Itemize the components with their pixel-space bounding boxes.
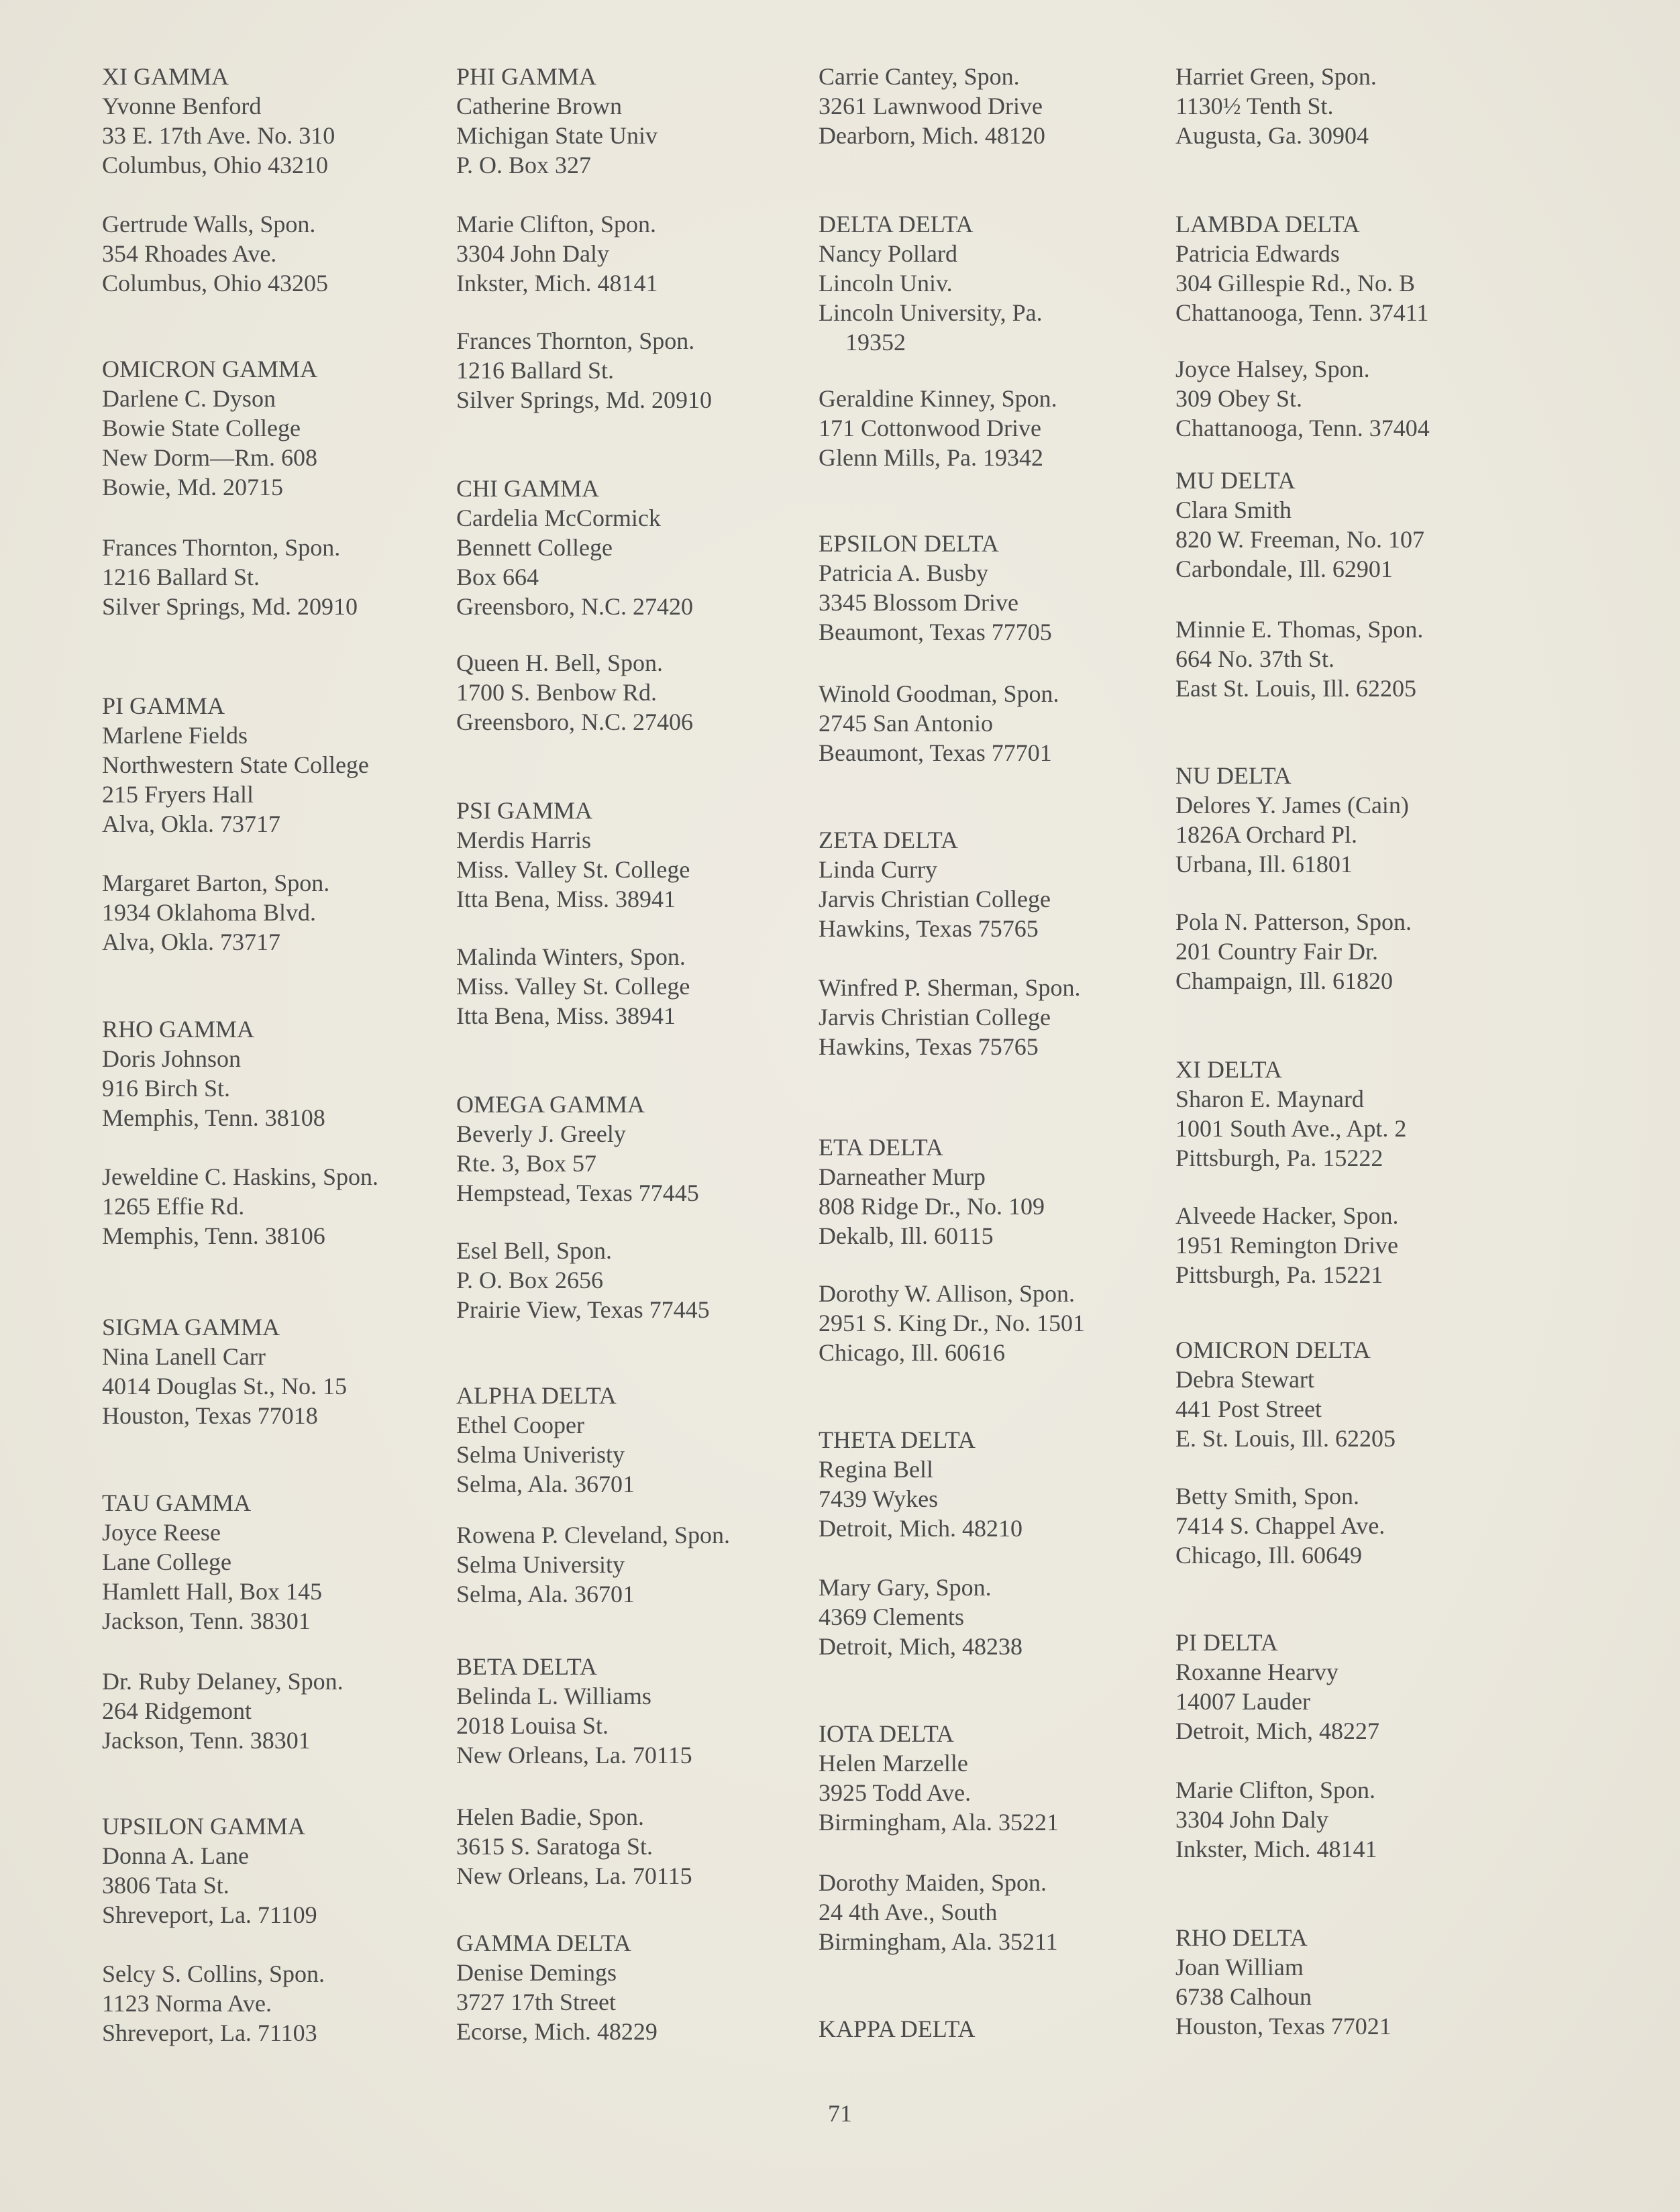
entry-line: 3727 17th Street [456, 1989, 616, 2015]
entry-line: 264 Ridgemont [102, 1697, 252, 1724]
directory-entry [819, 1425, 1022, 1543]
entry-line: Houston, Texas 77018 [102, 1402, 318, 1429]
entry-line: Miss. Valley St. College [456, 856, 690, 883]
directory-entry [1175, 1628, 1379, 1746]
entry-line: 1934 Oklahoma Blvd. [102, 899, 316, 926]
directory-entry [819, 1133, 1045, 1251]
entry-line: New Orleans, La. 70115 [456, 1742, 692, 1769]
entry-heading: PSI GAMMA [456, 797, 593, 824]
entry-line: 2951 S. King Dr., No. 1501 [819, 1310, 1086, 1336]
directory-entry [456, 1928, 658, 2046]
entry-line: Roxanne Hearvy [1175, 1658, 1338, 1685]
column-2 [456, 0, 819, 2080]
entry-line: Alva, Okla. 73717 [102, 810, 280, 837]
entry-heading: RHO GAMMA [102, 1016, 255, 1043]
directory-entry [1175, 1335, 1396, 1453]
entry-heading: MU DELTA [1175, 467, 1296, 494]
entry-line: P. O. Box 2656 [456, 1267, 604, 1294]
entry-heading: DELTA DELTA [819, 211, 974, 238]
entry-heading: OMEGA GAMMA [456, 1091, 645, 1118]
entry-line: Sharon E. Maynard [1175, 1086, 1364, 1112]
directory-entry [102, 209, 328, 298]
entry-line: 201 Country Fair Dr. [1175, 938, 1378, 965]
entry-heading: Selcy S. Collins, Spon. [102, 1960, 325, 1987]
entry-line: Ecorse, Mich. 48229 [456, 2018, 658, 2045]
entry-heading: PI DELTA [1175, 1629, 1278, 1656]
entry-line: 215 Fryers Hall [102, 781, 254, 808]
entry-line: Darlene C. Dyson [102, 385, 276, 412]
entry-line: 1265 Effie Rd. [102, 1193, 245, 1220]
entry-line: Inkster, Mich. 48141 [456, 270, 658, 297]
entry-line: 820 W. Freeman, No. 107 [1175, 526, 1424, 553]
directory-entry [456, 1090, 699, 1208]
directory-entry [1175, 62, 1377, 150]
entry-line: Jarvis Christian College [819, 886, 1051, 912]
entry-line: 14007 Lauder [1175, 1688, 1310, 1715]
entry-heading: KAPPA DELTA [819, 2015, 976, 2042]
entry-line: Lane College [102, 1548, 231, 1575]
entry-line: 1951 Remington Drive [1175, 1232, 1398, 1259]
entry-line: Box 664 [456, 564, 539, 590]
entry-line: 3345 Blossom Drive [819, 589, 1019, 616]
entry-line: Beaumont, Texas 77705 [819, 619, 1052, 645]
entry-line: 3925 Todd Ave. [819, 1779, 972, 1806]
entry-line: Delores Y. James (Cain) [1175, 792, 1409, 819]
directory-entry [102, 1312, 347, 1430]
entry-line: Joan William [1175, 1954, 1304, 1981]
entry-line: Birmingham, Ala. 35221 [819, 1809, 1059, 1836]
entry-line: Itta Bena, Miss. 38941 [456, 1002, 676, 1029]
entry-line: Jarvis Christian College [819, 1004, 1051, 1031]
entry-line: Augusta, Ga. 30904 [1175, 122, 1369, 149]
entry-line: Joyce Reese [102, 1519, 221, 1546]
directory-entry [819, 2014, 976, 2044]
entry-heading: Margaret Barton, Spon. [102, 870, 330, 896]
entry-line: Glenn Mills, Pa. 19342 [819, 444, 1044, 471]
entry-line: Dekalb, Ill. 60115 [819, 1222, 994, 1249]
entry-heading: ETA DELTA [819, 1134, 943, 1161]
entry-line: 304 Gillespie Rd., No. B [1175, 270, 1415, 297]
entry-line: 664 No. 37th St. [1175, 645, 1335, 672]
entry-line: New Orleans, La. 70115 [456, 1862, 692, 1889]
directory-entry [819, 384, 1057, 472]
entry-heading: BETA DELTA [456, 1653, 597, 1680]
entry-line: 1001 South Ave., Apt. 2 [1175, 1115, 1407, 1142]
entry-line: Champaign, Ill. 61820 [1175, 967, 1393, 994]
entry-heading: Gertrude Walls, Spon. [102, 211, 316, 238]
entry-heading: XI GAMMA [102, 63, 229, 90]
entry-line: Pittsburgh, Pa. 15221 [1175, 1261, 1383, 1288]
directory-entry [456, 1520, 730, 1609]
entry-line: Selma University [456, 1551, 625, 1578]
entry-line: Michigan State Univ [456, 122, 658, 149]
entry-heading: Mary Gary, Spon. [819, 1574, 992, 1601]
directory-entry [819, 1868, 1058, 1956]
entry-heading: Pola N. Patterson, Spon. [1175, 908, 1412, 935]
entry-line: 6738 Calhoun [1175, 1983, 1312, 2010]
column-3 [819, 0, 1181, 2080]
entry-heading: Malinda Winters, Spon. [456, 943, 686, 970]
entry-heading: ALPHA DELTA [456, 1382, 617, 1409]
entry-line: Bowie State College [102, 415, 301, 441]
entry-heading: Esel Bell, Spon. [456, 1237, 612, 1264]
entry-line: Bowie, Md. 20715 [102, 474, 283, 501]
entry-line: Donna A. Lane [102, 1842, 249, 1869]
entry-line: Columbus, Ohio 43210 [102, 152, 329, 178]
column-4 [1175, 0, 1538, 2080]
entry-heading: IOTA DELTA [819, 1720, 954, 1747]
directory-entry [456, 1381, 635, 1499]
directory-entry [456, 1802, 692, 1891]
entry-heading: Alveede Hacker, Spon. [1175, 1202, 1399, 1229]
entry-line: Dearborn, Mich. 48120 [819, 122, 1045, 149]
entry-line: Detroit, Mich, 48238 [819, 1633, 1022, 1660]
entry-line: 916 Birch St. [102, 1075, 231, 1102]
entry-heading: Dorothy Maiden, Spon. [819, 1869, 1047, 1896]
entry-heading: OMICRON DELTA [1175, 1336, 1371, 1363]
entry-line: Doris Johnson [102, 1045, 242, 1072]
entry-line: Denise Demings [456, 1959, 617, 1986]
entry-line: Yvonne Benford [102, 93, 262, 119]
entry-heading: Minnie E. Thomas, Spon. [1175, 616, 1424, 643]
entry-line: Columbus, Ohio 43205 [102, 270, 329, 297]
entry-line: 3304 John Daly [456, 240, 609, 267]
directory-entry [102, 1667, 344, 1755]
entry-line: Itta Bena, Miss. 38941 [456, 886, 676, 912]
entry-line: Birmingham, Ala. 35211 [819, 1928, 1058, 1955]
directory-entry [1175, 209, 1428, 327]
directory-entry [456, 648, 693, 737]
entry-line: Prairie View, Texas 77445 [456, 1296, 710, 1323]
entry-line: Regina Bell [819, 1456, 933, 1483]
directory-entry [819, 679, 1059, 768]
entry-line: Chicago, Ill. 60649 [1175, 1542, 1362, 1569]
entry-line: New Dorm—Rm. 608 [102, 444, 317, 471]
entry-line: Lincoln University, Pa. [819, 299, 1043, 326]
entry-heading: Dorothy W. Allison, Spon. [819, 1280, 1075, 1307]
directory-entry [819, 62, 1045, 150]
entry-line: Merdis Harris [456, 827, 591, 853]
directory-entry [819, 209, 1043, 357]
entry-line: Inkster, Mich. 48141 [1175, 1836, 1377, 1862]
entry-line: Miss. Valley St. College [456, 973, 690, 1000]
entry-heading: Helen Badie, Spon. [456, 1803, 644, 1830]
directory-entry [1175, 761, 1409, 879]
directory-entry [819, 1573, 1022, 1661]
entry-line: Selma, Ala. 36701 [456, 1581, 635, 1608]
entry-line: 1216 Ballard St. [102, 564, 260, 590]
directory-entry [456, 326, 712, 415]
directory-entry [102, 1811, 317, 1930]
entry-line: Silver Springs, Md. 20910 [456, 386, 713, 413]
entry-line: Northwestern State College [102, 751, 369, 778]
entry-line: Patricia A. Busby [819, 560, 988, 586]
entry-line: Darneather Murp [819, 1163, 986, 1190]
entry-line: 309 Obey St. [1175, 385, 1302, 412]
entry-heading: Marie Clifton, Spon. [1175, 1777, 1375, 1803]
entry-line: Catherine Brown [456, 93, 622, 119]
entry-heading: XI DELTA [1175, 1056, 1282, 1083]
entry-heading: RHO DELTA [1175, 1924, 1308, 1951]
entry-heading: PI GAMMA [102, 692, 225, 719]
entry-line: P. O. Box 327 [456, 152, 592, 178]
entry-line: 1130½ Tenth St. [1175, 93, 1334, 119]
entry-heading: OMICRON GAMMA [102, 356, 318, 382]
directory-entry [1175, 466, 1424, 584]
directory-entry [1175, 1923, 1392, 2041]
entry-line: 2018 Louisa St. [456, 1712, 609, 1739]
entry-line: Bennett College [456, 534, 613, 561]
entry-line: Urbana, Ill. 61801 [1175, 851, 1353, 878]
entry-heading: UPSILON GAMMA [102, 1813, 306, 1840]
entry-heading: Joyce Halsey, Spon. [1175, 356, 1370, 382]
entry-line: Pittsburgh, Pa. 15222 [1175, 1145, 1383, 1171]
entry-heading: Geraldine Kinney, Spon. [819, 385, 1057, 412]
entry-line: Nancy Pollard [819, 240, 957, 267]
entry-heading: LAMBDA DELTA [1175, 211, 1360, 238]
directory-entry [102, 1488, 322, 1636]
entry-line: 441 Post Street [1175, 1395, 1322, 1422]
entry-line: Beaumont, Texas 77701 [819, 739, 1052, 766]
entry-heading: CHI GAMMA [456, 475, 600, 502]
entry-line: Hamlett Hall, Box 145 [102, 1578, 322, 1605]
entry-line: 354 Rhoades Ave. [102, 240, 277, 267]
entry-heading: Harriet Green, Spon. [1175, 63, 1377, 90]
entry-line: 1123 Norma Ave. [102, 1990, 272, 2017]
directory-entry [456, 1652, 692, 1770]
entry-line: Helen Marzelle [819, 1750, 968, 1777]
entry-line: 171 Cottonwood Drive [819, 415, 1041, 441]
entry-heading: ZETA DELTA [819, 827, 958, 853]
entry-heading: Winfred P. Sherman, Spon. [819, 974, 1081, 1001]
entry-line: Houston, Texas 77021 [1175, 2013, 1392, 2040]
directory-entry [102, 868, 329, 957]
entry-line: Memphis, Tenn. 38108 [102, 1104, 325, 1131]
entry-heading: THETA DELTA [819, 1426, 976, 1453]
entry-heading: Jeweldine C. Haskins, Spon. [102, 1163, 378, 1190]
entry-line: 808 Ridge Dr., No. 109 [819, 1193, 1045, 1220]
directory-entry [102, 691, 369, 839]
directory-entry [102, 1959, 325, 2048]
entry-line: Clara Smith [1175, 496, 1292, 523]
directory-entry [1175, 1201, 1398, 1289]
entry-line: Chattanooga, Tenn. 37411 [1175, 299, 1429, 326]
directory-entry [1175, 615, 1423, 703]
entry-line: Selma, Ala. 36701 [456, 1471, 635, 1497]
entry-line: 33 E. 17th Ave. No. 310 [102, 122, 335, 149]
entry-line: 4369 Clements [819, 1603, 964, 1630]
directory-entry [819, 529, 1052, 647]
entry-heading: Winold Goodman, Spon. [819, 680, 1059, 707]
entry-line: Debra Stewart [1175, 1366, 1314, 1393]
directory-entry [819, 1719, 1059, 1837]
entry-line: Alva, Okla. 73717 [102, 929, 280, 955]
entry-heading: Queen H. Bell, Spon. [456, 649, 663, 676]
entry-line: Hempstead, Texas 77445 [456, 1179, 699, 1206]
directory-entry [102, 533, 358, 621]
directory-entry [456, 474, 693, 621]
entry-line: Hawkins, Texas 75765 [819, 915, 1039, 942]
entry-heading: Frances Thornton, Spon. [102, 534, 341, 561]
entry-line: Chattanooga, Tenn. 37404 [1175, 415, 1430, 441]
entry-line: 7439 Wykes [819, 1485, 939, 1512]
entry-line: 4014 Douglas St., No. 15 [102, 1373, 348, 1400]
directory-entry [102, 354, 317, 502]
entry-line: Memphis, Tenn. 38106 [102, 1222, 325, 1249]
entry-line: Linda Curry [819, 856, 937, 883]
entry-line: Jackson, Tenn. 38301 [102, 1727, 311, 1754]
directory-entry [456, 1236, 710, 1324]
entry-line: 24 4th Ave., South [819, 1899, 998, 1926]
directory-entry [456, 942, 690, 1031]
directory-entry [1175, 907, 1412, 996]
entry-line: Hawkins, Texas 75765 [819, 1033, 1039, 1060]
entry-line: Nina Lanell Carr [102, 1343, 266, 1370]
entry-line: 3806 Tata St. [102, 1872, 229, 1899]
directory-entry [102, 1162, 378, 1251]
directory-entry [456, 62, 658, 180]
directory-entry [819, 1279, 1085, 1367]
entry-line: 3261 Lawnwood Drive [819, 93, 1043, 119]
entry-line: Greensboro, N.C. 27406 [456, 708, 693, 735]
entry-line: 1700 S. Benbow Rd. [456, 679, 658, 706]
directory-entry [819, 825, 1051, 943]
entry-line: Shreveport, La. 71103 [102, 2019, 317, 2046]
directory-entry [1175, 354, 1430, 443]
entry-heading: Frances Thornton, Spon. [456, 327, 695, 354]
entry-line: Ethel Cooper [456, 1412, 584, 1438]
entry-line: Carbondale, Ill. 62901 [1175, 556, 1393, 582]
entry-line: Cardelia McCormick [456, 505, 661, 531]
entry-line: 1216 Ballard St. [456, 357, 614, 384]
directory-entry [1175, 1775, 1377, 1864]
entry-line: Greensboro, N.C. 27420 [456, 593, 693, 620]
entry-line: 2745 San Antonio [819, 710, 994, 737]
entry-line: Chicago, Ill. 60616 [819, 1339, 1005, 1366]
entry-line: Silver Springs, Md. 20910 [102, 593, 358, 620]
entry-heading: PHI GAMMA [456, 63, 597, 90]
entry-heading: NU DELTA [1175, 762, 1292, 789]
entry-line: 3615 S. Saratoga St. [456, 1833, 653, 1860]
directory-entry [102, 1014, 325, 1133]
entry-line: Belinda L. Williams [456, 1683, 651, 1709]
entry-line: Patricia Edwards [1175, 240, 1340, 267]
entry-line: Detroit, Mich, 48227 [1175, 1718, 1379, 1744]
entry-line: Detroit, Mich. 48210 [819, 1515, 1022, 1542]
entry-line: Shreveport, La. 71109 [102, 1901, 317, 1928]
directory-entry [1175, 1055, 1406, 1173]
entry-line: 19352 [845, 329, 906, 356]
entry-heading: EPSILON DELTA [819, 530, 999, 557]
entry-heading: SIGMA GAMMA [102, 1314, 280, 1340]
directory-entry [456, 796, 690, 914]
column-1 [102, 0, 464, 2080]
entry-line: Jackson, Tenn. 38301 [102, 1608, 311, 1634]
entry-line: Beverly J. Greely [456, 1120, 626, 1147]
entry-line: Lincoln Univ. [819, 270, 953, 297]
entry-line: Rte. 3, Box 57 [456, 1150, 597, 1177]
entry-heading: GAMMA DELTA [456, 1930, 631, 1956]
entry-heading: Rowena P. Cleveland, Spon. [456, 1522, 730, 1548]
entry-heading: Marie Clifton, Spon. [456, 211, 656, 238]
directory-entry [456, 209, 658, 298]
entry-line: 3304 John Daly [1175, 1806, 1328, 1833]
entry-heading: Carrie Cantey, Spon. [819, 63, 1020, 90]
entry-heading: Betty Smith, Spon. [1175, 1483, 1360, 1510]
entry-line: Selma Univeristy [456, 1441, 625, 1468]
directory-entry [819, 973, 1081, 1061]
entry-line: E. St. Louis, Ill. 62205 [1175, 1425, 1396, 1452]
entry-heading: Dr. Ruby Delaney, Spon. [102, 1668, 344, 1695]
directory-entry [102, 62, 335, 180]
entry-line: East St. Louis, Ill. 62205 [1175, 675, 1416, 702]
page-number: 71 [828, 2100, 852, 2127]
entry-line: 1826A Orchard Pl. [1175, 821, 1357, 848]
entry-heading: TAU GAMMA [102, 1489, 252, 1516]
directory-entry [1175, 1481, 1385, 1570]
entry-line: Marlene Fields [102, 722, 248, 749]
entry-line: 7414 S. Chappel Ave. [1175, 1512, 1385, 1539]
